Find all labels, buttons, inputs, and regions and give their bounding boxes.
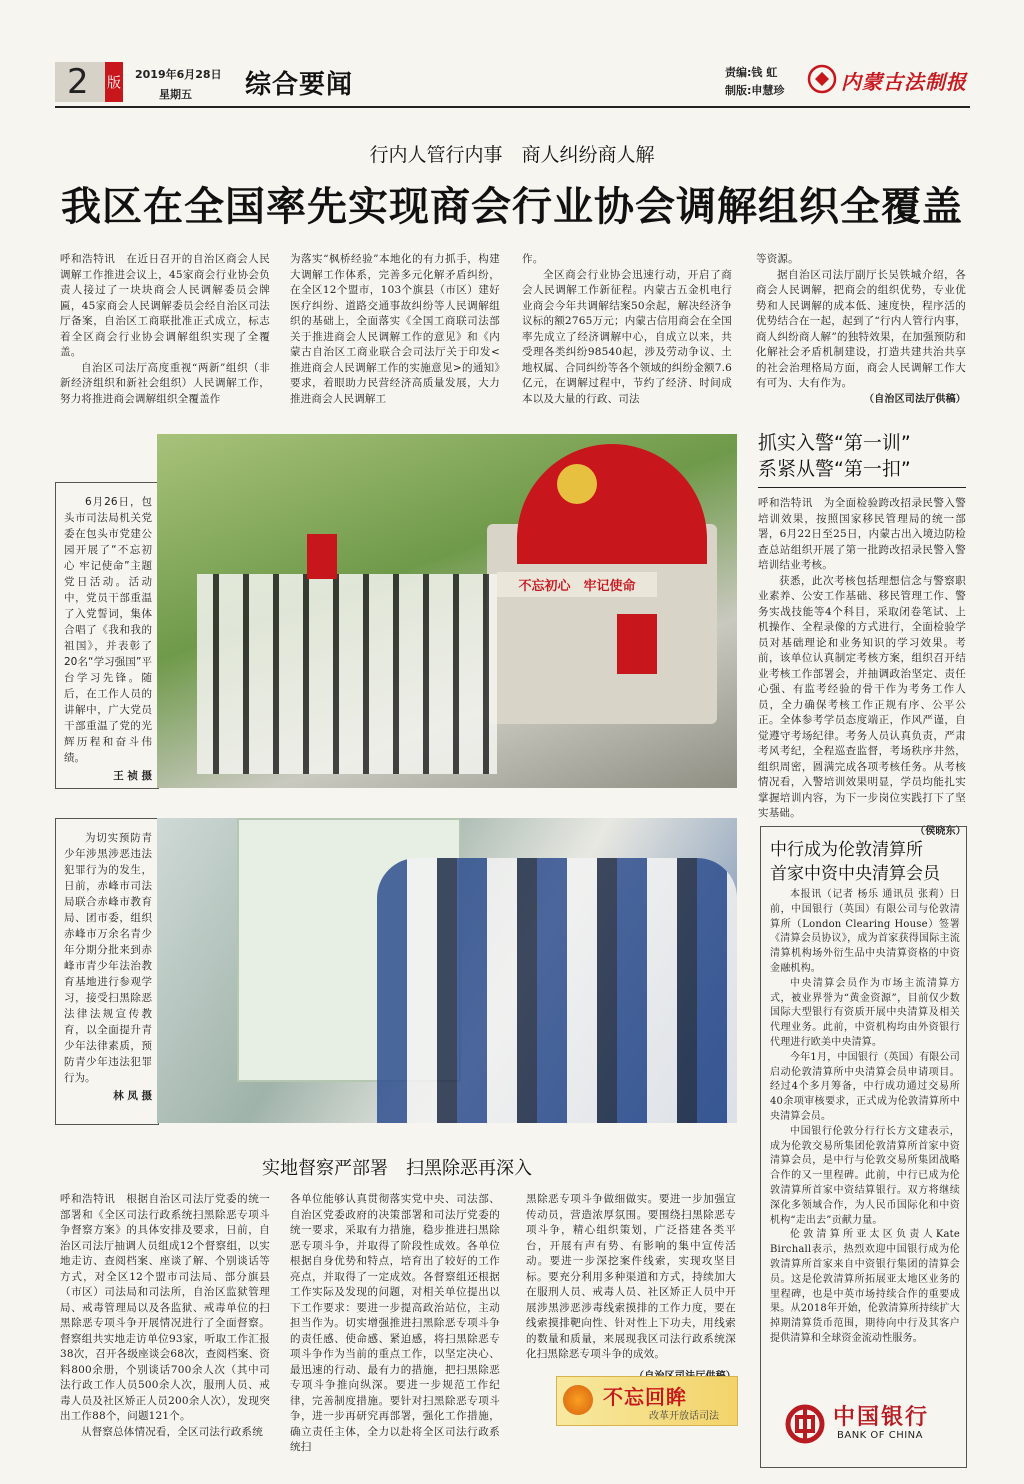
boc-title-line2: 首家中资中央清算会员: [770, 864, 940, 884]
lead-col4-p2: 据自治区司法厅副厅长吴铁城介绍，各商会人民调解，把商会的组织优势，专业优势和人民调解的成本低、速度快，程序活的优势结合在一起，起到了“行内人管行内事，商人纠纷商人解”的独特效果，在加强预防和化解社会矛盾机制建设，打造共建共治共享的社会治理格局方面，商会人民调解工作大有可为、大有作为。: [756, 268, 966, 389]
editor-credit: 责编:钱 虹: [725, 66, 778, 79]
lead-col1-p2: 自治区司法厅高度重视“两新”组织（非新经济组织和新社会组织）人民调解工作，努力将推进商会调解组织全覆盖作: [60, 361, 270, 405]
lead-col4-p1: 等资源。: [756, 253, 799, 265]
page-header: [55, 60, 970, 104]
lead-col-1: [60, 252, 270, 407]
police-title-line1: 抓实入警“第一训”: [758, 432, 911, 454]
supervise-col2-p1: 各单位能够认真贯彻落实党中央、司法部、自治区党委政府的决策部署和司法厅党委的统一要求，采取有力措施，稳步推进扫黑除恶专项斗争，并取得了阶段性成效。各单位根据自身优势和特点，培育出了较好的工作亮点，并取得了一定成效。各督察组还根据工作实际及发现的问题，对相关单位提出以下工作要求：要进一步提高政治站位，主动担当作为。切实增强推进扫黑除恶专项斗争的责任感、使命感、紧迫感，将扫黑除恶专项斗争作为当前的重点工作，以坚定决心、最迅速的行动、最有力的措施，把扫黑除恶专项斗争推向纵深。要进一步规范工作纪律，完善制度措施。要针对扫黑除恶专项斗争，进一步再研究再部署，强化工作措施，确立责任主体，全力以赴将全区司法行政系统扫: [290, 1193, 500, 1453]
photo1-caption: [64, 494, 152, 784]
boc-title-line1: 中行成为伦敦清算所: [770, 840, 923, 860]
police-body: [758, 496, 966, 839]
lead-col-2: [290, 252, 500, 407]
police-p1: 呼和浩特讯 为全面检验跨改招录民警入警培训效果，按照国家移民管理局的统一部署，6月22日至25日，内蒙古出入境边防检查总站组织开展了第一批跨改招录民警入警培训结业考核。: [758, 497, 966, 571]
boc-p4: 中国银行伦敦分行行长方文建表示，成为伦敦交易所集团伦敦清算所首家中资清算会员，是中行与伦敦交易所集团战略合作的又一里程碑。此前，中行已成为伦敦清算所首家中资结算银行。双方将继续深化多领域合作，为人民币国际化和中资机构“走出去”贡献力量。: [770, 1125, 960, 1226]
supervise-col1-p2: 从督察总体情况看，全区司法行政系统: [81, 1425, 263, 1438]
monument-sign: 不忘初心 牢记使命: [497, 572, 657, 597]
police-title-line2: 系紧从警“第一扣”: [758, 458, 911, 480]
issue-date: 2019年6月28日: [135, 68, 222, 81]
issue-weekday: 星期五: [159, 88, 192, 101]
supervise-title: 实地督察严部署 扫黑除恶再深入: [262, 1158, 532, 1179]
lead-source: （自治区司法厅供稿）: [864, 393, 966, 405]
lead-kicker: 行内人管行内事 商人纠纷商人解: [369, 144, 655, 166]
lead-col3-p2: 全区商会行业协会迅速行动，开启了商会人民调解工作新征程。内蒙古五金机电行业商会今年共调解结案50余起，解决经济争议标的额2765万元；内蒙古信用商会在全国率先成立了经济调解中心，自成立以来，共受理各类纠纷98540起，涉及劳动争议、土地权属、合同纠纷等各个领域的纠纷金额7.6亿元，在调解过程中，节约了经济、时间成本以及大量的行政、司法: [522, 268, 732, 405]
boc-title: [770, 838, 960, 886]
header-rule: [55, 106, 970, 108]
supervise-col3-p1: 黑除恶专项斗争做细做实。要进一步加强宣传动员，营造浓厚氛围。要围绕扫黑除恶专项斗争，精心组织策划，广泛搭建各类平台，开展有声有势、有影响的集中宣传活动。要进一步深挖案件线索，实现攻坚目标。要充分利用多种渠道和方式，持续加大在服刑人员、戒毒人员、社区矫正人员中开展涉黑涉恶涉毒线索摸排的工作力度，要在线索摸排靶向性、针对性上下功夫，用线索的数量和质量，来展现我区司法行政系统深化扫黑除恶专项斗争的成效。: [526, 1193, 736, 1360]
masthead-seal-icon: [807, 64, 837, 94]
ad-subtitle: 改革开放话司法: [649, 1411, 719, 1422]
page-number-box: [55, 62, 123, 102]
supervise-col-1: [60, 1192, 270, 1440]
supervise-col-3: [526, 1192, 736, 1384]
masthead-title: 内蒙古法制报: [841, 70, 967, 94]
boc-logo-en: BANK OF CHINA: [837, 1430, 923, 1441]
page-number: 2: [67, 62, 89, 102]
youth-education-photo: [157, 818, 737, 1123]
photo1-caption-text: 6月26日，包头市司法局机关党委在包头市党建公园开展了“不忘初心 牢记使命”主题党日活动。活动中，党员干部重温了入党誓词，集体合唱了《我和我的祖国》，并表彰了20名“学习强国”平台学习先锋。随后，在工作人员的讲解中，广大党员干部重温了党的光辉历程和奋斗伟绩。: [64, 496, 152, 764]
photo2-caption: [64, 830, 152, 1104]
police-p2: 获悉，此次考核包括理想信念与警察职业素养、公安工作基础、移民管理工作、警务实战技能等4个科目，采取闭卷笔试、上机操作、全程录像的方式进行，全面检验学员对基础理论和业务知识的学习效果。考前，该单位认真制定考核方案，组织召开结业考核工作部署会，并抽调政治坚定、责任心强、有监考经验的骨干作为考务工作人员，全力确保考核工作正规有序、公平公正。全体参考学员态度端正，作风严谨，自觉遵守考场纪律。考务人员认真负责，严肃考风考纪，全程巡查监督，考场秩序井然，组织周密，圆满完成各项考核任务。从考核情况看，入警培训效果明显，学员均能扎实掌握培训内容，为下一步岗位实践打下了坚实基础。: [758, 574, 966, 819]
lead-col-3: [522, 252, 732, 407]
lead-col1-p1: 呼和浩特讯 在近日召开的自治区商会人民调解工作推进会议上，45家商会行业协会负责人接过了一块块商会人民调解委员会牌匾，45家商会人民调解委员会经自治区司法厅备案，自治区工商联批准正式成立，标志着全区商会行业协会调解组织实现了全覆盖。: [60, 253, 270, 358]
party-emblem-arch: [517, 444, 707, 564]
ad-sun-icon: [563, 1385, 593, 1415]
supervise-col1-p1: 呼和浩特讯 根据自治区司法厅党委的统一部署和《全区司法行政系统扫黑除恶专项斗争督察方案》的具体安排及要求，日前，自治区司法厅抽调人员组成12个督察组，以实地走访、查阅档案、座谈了解、个别谈话等方式，对全区12个盟市司法局、部分旗县（市区）司法局和司法所，自治区监狱管理局、戒毒管理局以及各监狱、戒毒单位的扫黑除恶专项斗争开展情况进行了全面督察。督察组共实地走访单位93家，听取工作汇报38次，召开各级座谈会68次，查阅档案、资料800余册，个别谈话700余人次（其中司法行政工作人员500余人次，服刑人员、戒毒人员及社区矫正人员200余人次），发现突出工作88个，问题121个。: [60, 1193, 270, 1422]
masthead-logo: [807, 64, 967, 96]
boc-p1: 本报讯（记者 杨乐 通讯员 张莉）日前，中国银行（英国）有限公司与伦敦清算所（London Clearing House）签署《清算会员协议》，成为首家获得国际主流清算机构场外衍生品中央清算资格的中资金融机构。: [770, 889, 960, 974]
boc-p3: 今年1月，中国银行（英国）有限公司启动伦敦清算所中央清算会员申请项目。经过4个多月筹备，中行成功通过交易所40余项审核要求，正式成为伦敦清算所中央清算会员。: [770, 1051, 960, 1122]
police-title-rule: [758, 487, 966, 488]
lead-col-4: [756, 252, 966, 407]
people-group: [197, 574, 497, 774]
boc-body: [770, 888, 960, 1347]
page-label: 版: [105, 62, 123, 102]
boc-logo-cn: 中国银行: [833, 1404, 930, 1430]
supervise-col-2: [290, 1192, 500, 1456]
party-day-photo: [157, 434, 737, 788]
party-emblem-icon: [557, 464, 597, 504]
ad-banner: [556, 1376, 738, 1426]
boc-logo-icon: [785, 1404, 825, 1444]
boc-p5: 伦敦清算所亚太区负责人Kate Birchall表示，热烈欢迎中国银行成为伦敦清算所首家来自中资银行集团的清算会员。这是伦敦清算所拓展亚太地区业务的里程碑，也是中英市场持续合作的重要成果。从2018年开始，伦敦清算所持续扩大掉期清算货币范围，期待向中行及其客户提供清算和全球资金流动性服务。: [770, 1229, 960, 1344]
lead-col3-p1: 作。: [522, 253, 544, 265]
flag-right: [617, 614, 657, 674]
photo2-caption-text: 为切实预防青少年涉黑涉恶违法犯罪行为的发生，日前，赤峰市司法局联合赤峰市教育局、团市委，组织赤峰市万余名青少年分期分批来到赤峰市青少年法治教育基地进行参观学习，接受扫黑除恶法律法规宣传教育，以全面提升青少年法律素质，预防青少年违法犯罪行为。: [64, 832, 152, 1084]
flag-left: [307, 534, 337, 579]
students-group: [377, 858, 737, 1123]
lead-headline: 我区在全国率先实现商会行业协会调解组织全覆盖: [61, 183, 963, 230]
maker-credit: 制版:申慧珍: [725, 84, 785, 97]
police-source: （侯晓东）: [915, 825, 966, 837]
section-title: 综合要闻: [245, 70, 354, 100]
ad-title: 不忘回眸: [603, 1385, 687, 1409]
boc-p2: 中央清算会员作为市场主流清算方式，被业界誉为“黄金资源”，目前仅少数国际大型银行有资质开展中央清算及相关代理业务。此前，中资机构均由外资银行代理进行欧美中央清算。: [770, 977, 960, 1048]
photo2-credit: 林 凤 摄: [113, 1090, 152, 1102]
photo1-credit: 王 祯 摄: [113, 770, 152, 782]
boc-logo: [785, 1400, 955, 1450]
lead-col2-p1: 为落实“枫桥经验”本地化的有力抓手，构建大调解工作体系，完善多元化解矛盾纠纷，在全区12个盟市，103个旗县（市区）建好医疗纠纷、道路交通事故纠纷等人民调解组织的基础上，全面落实《全国工商联司法部关于推进商会人民调解工作的意见》和《内蒙古自治区工商业联合会司法厅关于印发<推进商会人民调解工作的实施意见>的通知》要求，着眼助力民营经济高质量发展，大力推进商会人民调解工: [290, 253, 500, 405]
police-title: [758, 430, 968, 482]
